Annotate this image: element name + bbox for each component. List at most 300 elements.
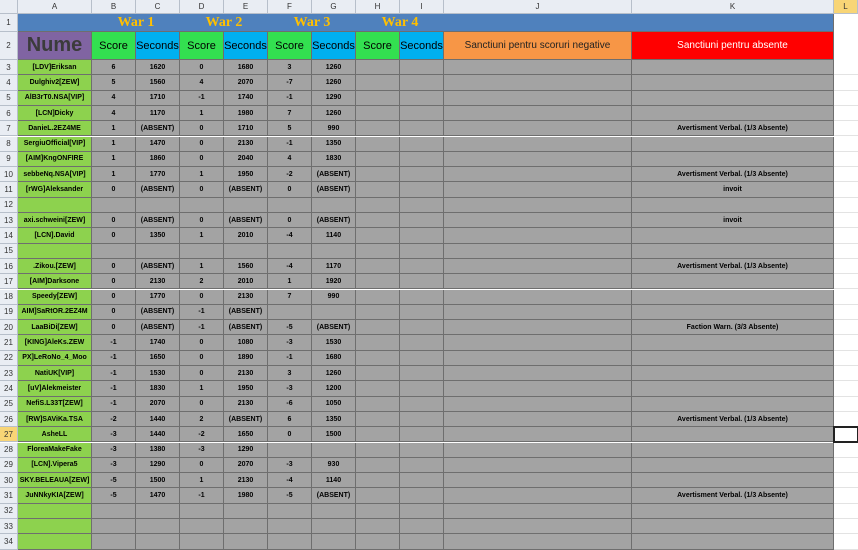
data-cell[interactable]: 1050 bbox=[312, 397, 356, 412]
data-cell[interactable]: 1380 bbox=[136, 443, 180, 458]
seconds-cell-war4[interactable] bbox=[400, 259, 444, 274]
row-header-16[interactable]: 16 bbox=[0, 259, 18, 274]
data-cell[interactable]: -2 bbox=[92, 412, 136, 427]
seconds-cell-war4[interactable] bbox=[400, 335, 444, 350]
data-cell[interactable]: (ABSENT) bbox=[312, 488, 356, 503]
seconds-cell-war4[interactable] bbox=[400, 427, 444, 442]
name-cell[interactable]: axi.schweini[ZEW] bbox=[18, 213, 92, 228]
column-l-cell[interactable] bbox=[834, 473, 858, 488]
row-header-29[interactable]: 29 bbox=[0, 458, 18, 473]
sanctiuni-absente-cell[interactable] bbox=[632, 228, 834, 243]
column-l-cell[interactable] bbox=[834, 91, 858, 106]
data-cell[interactable]: 1 bbox=[268, 274, 312, 289]
data-cell[interactable]: 1290 bbox=[312, 91, 356, 106]
score-cell-war4[interactable] bbox=[356, 106, 400, 121]
column-header-f[interactable]: F bbox=[268, 0, 312, 14]
data-cell[interactable]: 0 bbox=[92, 228, 136, 243]
data-cell[interactable]: 1710 bbox=[136, 91, 180, 106]
row-header-30[interactable]: 30 bbox=[0, 473, 18, 488]
score-cell-war4[interactable] bbox=[356, 75, 400, 90]
data-cell[interactable]: 2130 bbox=[224, 366, 268, 381]
sanctiuni-scoruri-cell[interactable] bbox=[444, 443, 632, 458]
score-cell-war4[interactable] bbox=[356, 412, 400, 427]
data-cell[interactable] bbox=[312, 519, 356, 534]
column-l-cell[interactable] bbox=[834, 458, 858, 473]
data-cell[interactable]: -3 bbox=[92, 443, 136, 458]
data-cell[interactable]: 1980 bbox=[224, 488, 268, 503]
data-cell[interactable]: 1 bbox=[180, 259, 224, 274]
data-cell[interactable]: -5 bbox=[268, 320, 312, 335]
data-cell[interactable]: -7 bbox=[268, 75, 312, 90]
data-cell[interactable]: (ABSENT) bbox=[224, 182, 268, 197]
data-cell[interactable]: 1980 bbox=[224, 106, 268, 121]
data-cell[interactable] bbox=[92, 198, 136, 213]
name-cell[interactable]: [LCN]Dicky bbox=[18, 106, 92, 121]
row-header-21[interactable]: 21 bbox=[0, 335, 18, 350]
column-l-cell[interactable] bbox=[834, 534, 858, 549]
data-cell[interactable] bbox=[224, 534, 268, 549]
data-cell[interactable]: 0 bbox=[180, 121, 224, 136]
score-cell-war4[interactable] bbox=[356, 504, 400, 519]
row-header-25[interactable]: 25 bbox=[0, 397, 18, 412]
sanctiuni-absente-cell[interactable] bbox=[632, 534, 834, 549]
name-cell[interactable]: [LDV]Eriksan bbox=[18, 60, 92, 75]
column-l-cell[interactable] bbox=[834, 366, 858, 381]
row-header-5[interactable]: 5 bbox=[0, 91, 18, 106]
sanctiuni-scoruri-cell[interactable] bbox=[444, 473, 632, 488]
data-cell[interactable] bbox=[92, 504, 136, 519]
data-cell[interactable]: 1920 bbox=[312, 274, 356, 289]
column-header-l[interactable]: L bbox=[834, 0, 858, 14]
sanctiuni-scoruri-cell[interactable] bbox=[444, 274, 632, 289]
data-cell[interactable]: (ABSENT) bbox=[312, 320, 356, 335]
data-cell[interactable] bbox=[312, 504, 356, 519]
data-cell[interactable]: 1170 bbox=[312, 259, 356, 274]
row-header-18[interactable]: 18 bbox=[0, 290, 18, 305]
score-cell-war4[interactable] bbox=[356, 458, 400, 473]
score-cell-war4[interactable] bbox=[356, 427, 400, 442]
data-cell[interactable]: 2130 bbox=[224, 473, 268, 488]
seconds-cell-war4[interactable] bbox=[400, 488, 444, 503]
data-cell[interactable]: 1260 bbox=[312, 366, 356, 381]
score-cell-war4[interactable] bbox=[356, 305, 400, 320]
data-cell[interactable]: -3 bbox=[180, 443, 224, 458]
column-l-cell[interactable] bbox=[834, 305, 858, 320]
column-l-cell[interactable] bbox=[834, 290, 858, 305]
sanctiuni-absente-cell[interactable]: Avertisment Verbal. (1/3 Absente) bbox=[632, 488, 834, 503]
score-cell-war4[interactable] bbox=[356, 137, 400, 152]
data-cell[interactable] bbox=[224, 504, 268, 519]
name-cell[interactable]: [LCN].David bbox=[18, 228, 92, 243]
name-cell[interactable]: NefiS.L33T[ZEW] bbox=[18, 397, 92, 412]
sanctiuni-scoruri-cell[interactable] bbox=[444, 519, 632, 534]
data-cell[interactable]: -1 bbox=[92, 366, 136, 381]
data-cell[interactable]: 1770 bbox=[136, 167, 180, 182]
data-cell[interactable] bbox=[180, 534, 224, 549]
column-l-cell[interactable] bbox=[834, 106, 858, 121]
data-cell[interactable]: 1 bbox=[180, 381, 224, 396]
sanctiuni-absente-cell[interactable]: invoit bbox=[632, 213, 834, 228]
data-cell[interactable]: -2 bbox=[268, 167, 312, 182]
seconds-cell-war4[interactable] bbox=[400, 534, 444, 549]
name-cell[interactable]: Dulghiv2[ZEW] bbox=[18, 75, 92, 90]
data-cell[interactable]: (ABSENT) bbox=[224, 213, 268, 228]
data-cell[interactable] bbox=[312, 534, 356, 549]
data-cell[interactable]: (ABSENT) bbox=[224, 320, 268, 335]
data-cell[interactable] bbox=[92, 244, 136, 259]
column-l-cell[interactable] bbox=[834, 335, 858, 350]
data-cell[interactable] bbox=[268, 244, 312, 259]
sanctiuni-absente-cell[interactable] bbox=[632, 152, 834, 167]
seconds-cell-war4[interactable] bbox=[400, 504, 444, 519]
column-l-cell[interactable] bbox=[834, 488, 858, 503]
data-cell[interactable]: 1350 bbox=[136, 228, 180, 243]
name-cell[interactable]: DanieL.2EZ4ME bbox=[18, 121, 92, 136]
data-cell[interactable]: 0 bbox=[180, 213, 224, 228]
row-header-2[interactable]: 2 bbox=[0, 32, 18, 60]
data-cell[interactable]: 3 bbox=[268, 60, 312, 75]
data-cell[interactable]: 1500 bbox=[312, 427, 356, 442]
data-cell[interactable]: 1290 bbox=[224, 443, 268, 458]
data-cell[interactable]: 2040 bbox=[224, 152, 268, 167]
data-cell[interactable]: -1 bbox=[92, 397, 136, 412]
data-cell[interactable]: 1500 bbox=[136, 473, 180, 488]
sanctiuni-absente-cell[interactable] bbox=[632, 366, 834, 381]
data-cell[interactable]: 2070 bbox=[224, 75, 268, 90]
data-cell[interactable]: 1140 bbox=[312, 228, 356, 243]
sanctiuni-scoruri-cell[interactable] bbox=[444, 366, 632, 381]
data-cell[interactable]: 2130 bbox=[224, 290, 268, 305]
sanctiuni-absente-cell[interactable]: invoit bbox=[632, 182, 834, 197]
seconds-cell-war4[interactable] bbox=[400, 198, 444, 213]
column-l-cell[interactable] bbox=[834, 412, 858, 427]
score-cell-war4[interactable] bbox=[356, 213, 400, 228]
sanctiuni-scoruri-cell[interactable] bbox=[444, 182, 632, 197]
column-l-cell[interactable] bbox=[834, 244, 858, 259]
score-cell-war4[interactable] bbox=[356, 121, 400, 136]
column-l-cell[interactable] bbox=[834, 320, 858, 335]
data-cell[interactable] bbox=[180, 519, 224, 534]
row-header-8[interactable]: 8 bbox=[0, 137, 18, 152]
score-cell-war4[interactable] bbox=[356, 244, 400, 259]
data-cell[interactable]: 1440 bbox=[136, 412, 180, 427]
column-l-cell[interactable] bbox=[834, 137, 858, 152]
data-cell[interactable] bbox=[92, 519, 136, 534]
data-cell[interactable]: -1 bbox=[92, 351, 136, 366]
score-cell-war4[interactable] bbox=[356, 519, 400, 534]
column-header-j[interactable]: J bbox=[444, 0, 632, 14]
column-header-b[interactable]: B bbox=[92, 0, 136, 14]
data-cell[interactable]: 0 bbox=[180, 182, 224, 197]
data-cell[interactable] bbox=[224, 198, 268, 213]
seconds-cell-war4[interactable] bbox=[400, 381, 444, 396]
name-cell[interactable] bbox=[18, 534, 92, 549]
data-cell[interactable] bbox=[312, 443, 356, 458]
column-l-cell[interactable] bbox=[834, 351, 858, 366]
data-cell[interactable]: 1350 bbox=[312, 137, 356, 152]
sanctiuni-scoruri-cell[interactable] bbox=[444, 427, 632, 442]
data-cell[interactable]: 0 bbox=[92, 320, 136, 335]
data-cell[interactable]: 1560 bbox=[136, 75, 180, 90]
data-cell[interactable]: 1170 bbox=[136, 106, 180, 121]
data-cell[interactable]: 3 bbox=[268, 366, 312, 381]
sanctiuni-scoruri-cell[interactable] bbox=[444, 259, 632, 274]
sanctiuni-absente-cell[interactable] bbox=[632, 458, 834, 473]
name-cell[interactable] bbox=[18, 244, 92, 259]
name-cell[interactable]: LaaBiDi[ZEW] bbox=[18, 320, 92, 335]
sanctiuni-scoruri-cell[interactable] bbox=[444, 351, 632, 366]
data-cell[interactable]: (ABSENT) bbox=[312, 213, 356, 228]
sanctiuni-absente-cell[interactable]: Avertisment Verbal. (1/3 Absente) bbox=[632, 412, 834, 427]
data-cell[interactable]: 1290 bbox=[136, 458, 180, 473]
data-cell[interactable]: (ABSENT) bbox=[136, 213, 180, 228]
sanctiuni-scoruri-cell[interactable] bbox=[444, 121, 632, 136]
seconds-cell-war4[interactable] bbox=[400, 91, 444, 106]
score-cell-war4[interactable] bbox=[356, 198, 400, 213]
seconds-cell-war4[interactable] bbox=[400, 351, 444, 366]
data-cell[interactable]: 6 bbox=[92, 60, 136, 75]
data-cell[interactable] bbox=[180, 244, 224, 259]
data-cell[interactable]: 1260 bbox=[312, 106, 356, 121]
column-header-k[interactable]: K bbox=[632, 0, 834, 14]
sanctiuni-scoruri-cell[interactable] bbox=[444, 91, 632, 106]
row-header-14[interactable]: 14 bbox=[0, 228, 18, 243]
data-cell[interactable]: 1650 bbox=[224, 427, 268, 442]
seconds-cell-war4[interactable] bbox=[400, 152, 444, 167]
row-header-22[interactable]: 22 bbox=[0, 351, 18, 366]
sanctiuni-scoruri-cell[interactable] bbox=[444, 152, 632, 167]
data-cell[interactable]: (ABSENT) bbox=[136, 259, 180, 274]
sanctiuni-scoruri-cell[interactable] bbox=[444, 397, 632, 412]
row-header-32[interactable]: 32 bbox=[0, 504, 18, 519]
column-l-cell[interactable] bbox=[834, 75, 858, 90]
seconds-cell-war4[interactable] bbox=[400, 519, 444, 534]
sanctiuni-scoruri-cell[interactable] bbox=[444, 106, 632, 121]
data-cell[interactable]: 4 bbox=[268, 152, 312, 167]
data-cell[interactable] bbox=[312, 198, 356, 213]
data-cell[interactable]: 2010 bbox=[224, 228, 268, 243]
name-cell[interactable]: sebbeNq.NSA[VIP] bbox=[18, 167, 92, 182]
data-cell[interactable]: 0 bbox=[180, 397, 224, 412]
score-cell-war4[interactable] bbox=[356, 381, 400, 396]
data-cell[interactable]: -4 bbox=[268, 228, 312, 243]
score-cell-war4[interactable] bbox=[356, 397, 400, 412]
data-cell[interactable]: -3 bbox=[268, 381, 312, 396]
sanctiuni-absente-cell[interactable] bbox=[632, 60, 834, 75]
row-header-34[interactable]: 34 bbox=[0, 534, 18, 549]
data-cell[interactable]: 0 bbox=[180, 290, 224, 305]
sanctiuni-absente-cell[interactable]: Avertisment Verbal. (1/3 Absente) bbox=[632, 259, 834, 274]
data-cell[interactable]: 1860 bbox=[136, 152, 180, 167]
seconds-cell-war4[interactable] bbox=[400, 412, 444, 427]
seconds-cell-war4[interactable] bbox=[400, 213, 444, 228]
data-cell[interactable]: 1 bbox=[180, 473, 224, 488]
seconds-cell-war4[interactable] bbox=[400, 320, 444, 335]
sanctiuni-absente-cell[interactable] bbox=[632, 244, 834, 259]
data-cell[interactable]: 1830 bbox=[136, 381, 180, 396]
sanctiuni-absente-cell[interactable] bbox=[632, 381, 834, 396]
column-header-e[interactable]: E bbox=[224, 0, 268, 14]
sanctiuni-scoruri-cell[interactable] bbox=[444, 504, 632, 519]
row-header-26[interactable]: 26 bbox=[0, 412, 18, 427]
data-cell[interactable]: 1350 bbox=[312, 412, 356, 427]
data-cell[interactable]: -5 bbox=[92, 488, 136, 503]
data-cell[interactable]: 1710 bbox=[224, 121, 268, 136]
data-cell[interactable] bbox=[224, 244, 268, 259]
data-cell[interactable]: 1 bbox=[180, 106, 224, 121]
column-l-cell[interactable] bbox=[834, 274, 858, 289]
data-cell[interactable]: 0 bbox=[92, 290, 136, 305]
score-cell-war4[interactable] bbox=[356, 91, 400, 106]
data-cell[interactable]: 1 bbox=[92, 121, 136, 136]
sanctiuni-scoruri-cell[interactable] bbox=[444, 412, 632, 427]
data-cell[interactable] bbox=[268, 519, 312, 534]
data-cell[interactable]: 2130 bbox=[224, 397, 268, 412]
seconds-cell-war4[interactable] bbox=[400, 228, 444, 243]
row-header-15[interactable]: 15 bbox=[0, 244, 18, 259]
score-cell-war4[interactable] bbox=[356, 274, 400, 289]
sanctiuni-scoruri-cell[interactable] bbox=[444, 305, 632, 320]
column-header-a[interactable]: A bbox=[18, 0, 92, 14]
sanctiuni-absente-cell[interactable] bbox=[632, 290, 834, 305]
data-cell[interactable]: 2130 bbox=[224, 137, 268, 152]
data-cell[interactable]: 0 bbox=[92, 182, 136, 197]
data-cell[interactable]: -1 bbox=[268, 137, 312, 152]
column-l-cell[interactable] bbox=[834, 443, 858, 458]
sanctiuni-absente-cell[interactable] bbox=[632, 198, 834, 213]
name-cell[interactable]: FloreaMakeFake bbox=[18, 443, 92, 458]
name-cell[interactable]: SKY.BELEAUA[ZEW] bbox=[18, 473, 92, 488]
data-cell[interactable]: -1 bbox=[180, 488, 224, 503]
data-cell[interactable]: 1890 bbox=[224, 351, 268, 366]
sanctiuni-scoruri-cell[interactable] bbox=[444, 320, 632, 335]
data-cell[interactable]: 0 bbox=[92, 305, 136, 320]
name-cell[interactable]: .Zikou.[ZEW] bbox=[18, 259, 92, 274]
seconds-cell-war4[interactable] bbox=[400, 305, 444, 320]
data-cell[interactable]: 7 bbox=[268, 290, 312, 305]
seconds-cell-war4[interactable] bbox=[400, 121, 444, 136]
score-cell-war4[interactable] bbox=[356, 488, 400, 503]
data-cell[interactable] bbox=[312, 305, 356, 320]
data-cell[interactable] bbox=[136, 504, 180, 519]
data-cell[interactable] bbox=[268, 305, 312, 320]
data-cell[interactable]: 1470 bbox=[136, 137, 180, 152]
data-cell[interactable]: 1950 bbox=[224, 381, 268, 396]
data-cell[interactable]: 0 bbox=[180, 458, 224, 473]
sanctiuni-absente-cell[interactable] bbox=[632, 519, 834, 534]
row-header-7[interactable]: 7 bbox=[0, 121, 18, 136]
data-cell[interactable]: 2070 bbox=[136, 397, 180, 412]
sanctiuni-absente-cell[interactable] bbox=[632, 443, 834, 458]
data-cell[interactable]: 2 bbox=[180, 412, 224, 427]
row-header-19[interactable]: 19 bbox=[0, 305, 18, 320]
score-cell-war4[interactable] bbox=[356, 182, 400, 197]
data-cell[interactable]: 1650 bbox=[136, 351, 180, 366]
data-cell[interactable]: 1740 bbox=[136, 335, 180, 350]
data-cell[interactable]: -1 bbox=[180, 320, 224, 335]
column-l-cell[interactable] bbox=[834, 213, 858, 228]
data-cell[interactable]: 0 bbox=[268, 427, 312, 442]
column-l-cell[interactable] bbox=[834, 60, 858, 75]
sanctiuni-absente-cell[interactable] bbox=[632, 106, 834, 121]
row-header-24[interactable]: 24 bbox=[0, 381, 18, 396]
data-cell[interactable]: -2 bbox=[180, 427, 224, 442]
column-l-cell[interactable] bbox=[834, 427, 858, 442]
seconds-cell-war4[interactable] bbox=[400, 167, 444, 182]
name-cell[interactable] bbox=[18, 519, 92, 534]
data-cell[interactable]: 1 bbox=[92, 137, 136, 152]
data-cell[interactable]: 930 bbox=[312, 458, 356, 473]
column-header-g[interactable]: G bbox=[312, 0, 356, 14]
name-cell[interactable]: [rWG]Aleksander bbox=[18, 182, 92, 197]
score-cell-war4[interactable] bbox=[356, 259, 400, 274]
data-cell[interactable] bbox=[268, 504, 312, 519]
data-cell[interactable]: 6 bbox=[268, 412, 312, 427]
sanctiuni-scoruri-cell[interactable] bbox=[444, 137, 632, 152]
sanctiuni-scoruri-cell[interactable] bbox=[444, 244, 632, 259]
name-cell[interactable]: Speedy[ZEW] bbox=[18, 290, 92, 305]
row-header-13[interactable]: 13 bbox=[0, 213, 18, 228]
sanctiuni-absente-cell[interactable] bbox=[632, 335, 834, 350]
score-cell-war4[interactable] bbox=[356, 320, 400, 335]
data-cell[interactable]: -5 bbox=[268, 488, 312, 503]
column-l-cell[interactable] bbox=[834, 228, 858, 243]
score-cell-war4[interactable] bbox=[356, 534, 400, 549]
sanctiuni-absente-cell[interactable] bbox=[632, 137, 834, 152]
data-cell[interactable] bbox=[312, 244, 356, 259]
sanctiuni-absente-cell[interactable]: Avertisment Verbal. (1/3 Absente) bbox=[632, 121, 834, 136]
column-l-cell[interactable] bbox=[834, 397, 858, 412]
row-header-28[interactable]: 28 bbox=[0, 443, 18, 458]
name-cell[interactable]: [RW]SAViKa.TSA bbox=[18, 412, 92, 427]
sanctiuni-scoruri-cell[interactable] bbox=[444, 381, 632, 396]
seconds-cell-war4[interactable] bbox=[400, 290, 444, 305]
data-cell[interactable]: 1530 bbox=[312, 335, 356, 350]
data-cell[interactable]: 1740 bbox=[224, 91, 268, 106]
data-cell[interactable]: 0 bbox=[180, 335, 224, 350]
column-header-h[interactable]: H bbox=[356, 0, 400, 14]
data-cell[interactable] bbox=[92, 534, 136, 549]
row-header-1[interactable]: 1 bbox=[0, 14, 18, 32]
score-cell-war4[interactable] bbox=[356, 366, 400, 381]
data-cell[interactable]: 0 bbox=[92, 213, 136, 228]
data-cell[interactable]: 2010 bbox=[224, 274, 268, 289]
name-cell[interactable]: NatiUK[VIP] bbox=[18, 366, 92, 381]
data-cell[interactable]: -1 bbox=[92, 335, 136, 350]
data-cell[interactable]: 0 bbox=[268, 213, 312, 228]
data-cell[interactable]: 990 bbox=[312, 121, 356, 136]
data-cell[interactable]: 2070 bbox=[224, 458, 268, 473]
data-cell[interactable]: 2130 bbox=[136, 274, 180, 289]
row-header-3[interactable]: 3 bbox=[0, 60, 18, 75]
data-cell[interactable]: -1 bbox=[180, 91, 224, 106]
data-cell[interactable]: -5 bbox=[92, 473, 136, 488]
column-l-cell[interactable] bbox=[834, 198, 858, 213]
column-header-d[interactable]: D bbox=[180, 0, 224, 14]
data-cell[interactable] bbox=[136, 534, 180, 549]
score-cell-war4[interactable] bbox=[356, 351, 400, 366]
score-cell-war4[interactable] bbox=[356, 167, 400, 182]
data-cell[interactable]: 2 bbox=[180, 274, 224, 289]
data-cell[interactable]: 0 bbox=[180, 137, 224, 152]
name-cell[interactable]: JuNNkyKIA[ZEW] bbox=[18, 488, 92, 503]
sanctiuni-scoruri-cell[interactable] bbox=[444, 488, 632, 503]
data-cell[interactable]: 1440 bbox=[136, 427, 180, 442]
row-header-23[interactable]: 23 bbox=[0, 366, 18, 381]
name-cell[interactable]: PX]LeRoNo_4_Moo bbox=[18, 351, 92, 366]
score-cell-war4[interactable] bbox=[356, 335, 400, 350]
sanctiuni-absente-cell[interactable]: Faction Warn. (3/3 Absente) bbox=[632, 320, 834, 335]
